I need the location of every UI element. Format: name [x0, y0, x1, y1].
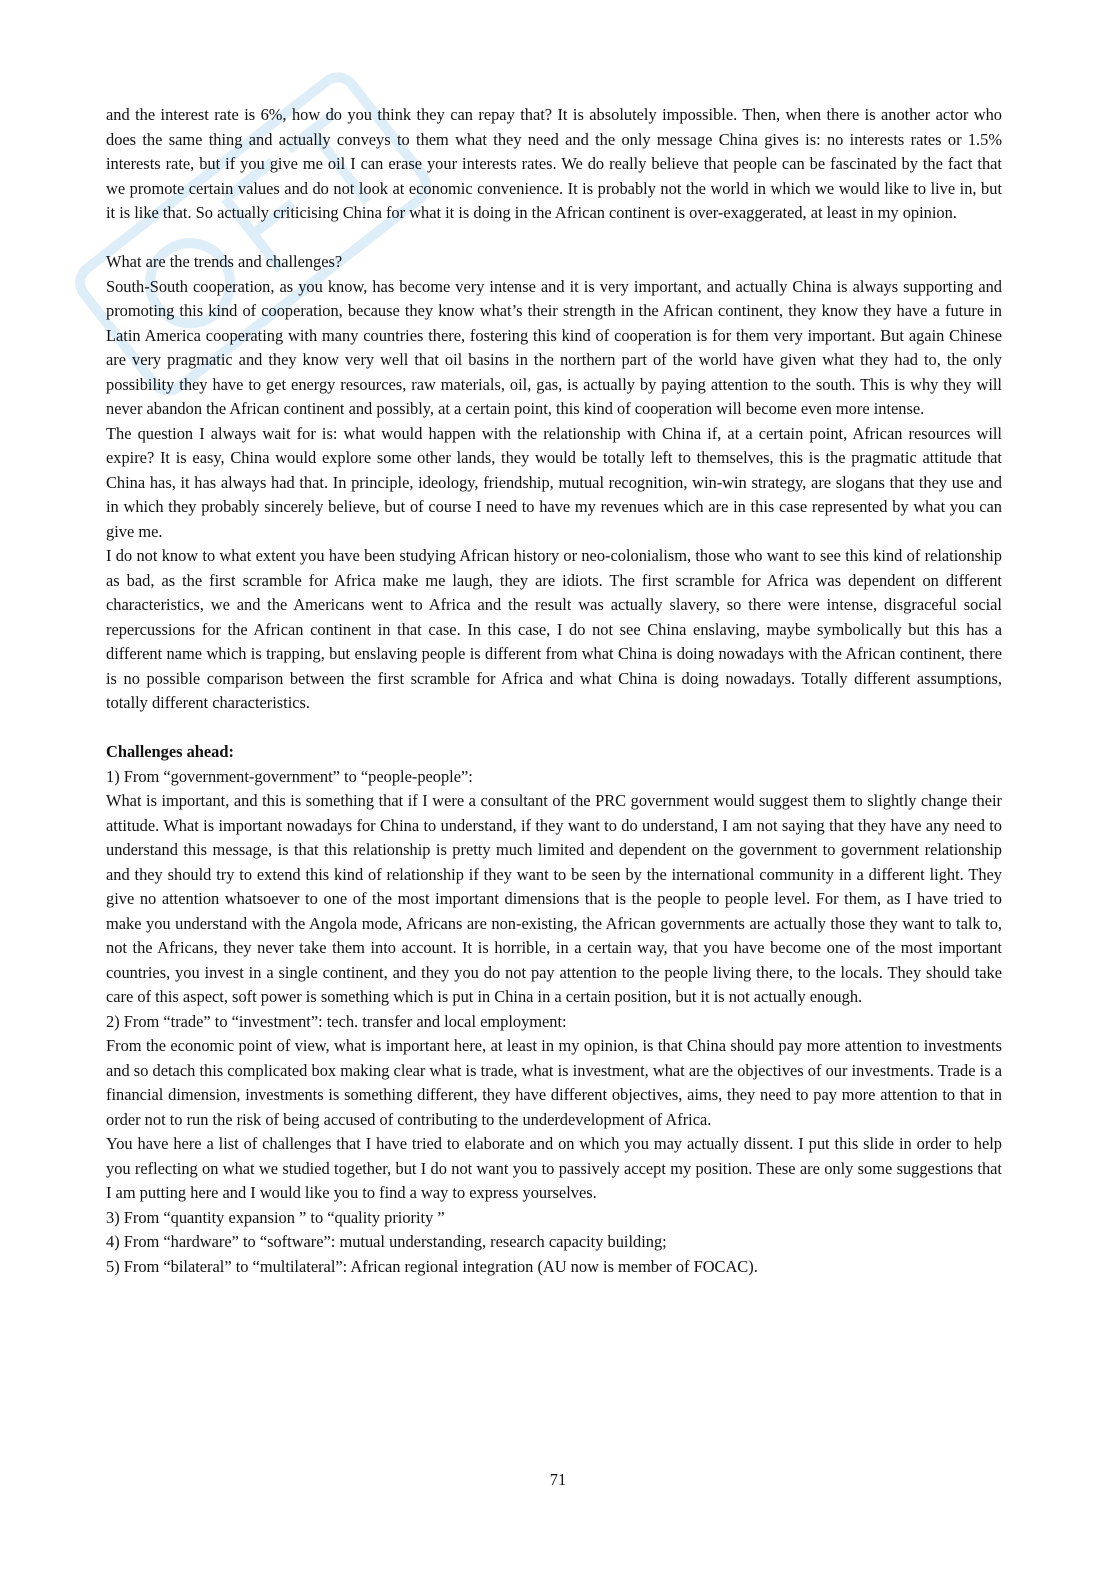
challenge-4: 4) From “hardware” to “software”: mutual understanding, research capacity building;: [106, 1232, 667, 1251]
challenge-3: 3) From “quantity expansion ” to “quality priority ”: [106, 1207, 445, 1227]
paragraph-gap: [106, 226, 1002, 251]
heading-challenges-ahead: Challenges ahead:: [106, 742, 234, 761]
paragraph-south-south-cooperation: South-South cooperation, as you know, has become very intense and it is very important, and actually China is always supporting and promoting this kind of cooperation, because they know what’s their strength in the African continent, they know they have a future in Latin America cooperating with many countries there, fostering this kind of cooperation is for them very important. But again Chinese are very pragmatic and they know very well that oil basins in the northern part of the world have given what they had to, the only possibility they have to get energy resources, raw materials, oil, gas, is actually by paying attention to the south. This is why they will never abandon the African continent and possibly, at a certain point, this kind of cooperation will become even more intense.: [106, 276, 1002, 418]
challenge-5: 5) From “bilateral” to “multilateral”: African regional integration (AU now is member of FOCAC).: [106, 1256, 758, 1276]
paragraph-scramble-for-africa: I do not know to what extent you have been studying African history or neo-colonialism, those who want to see this kind of relationship as bad, as the first scramble for Africa make me laugh, they are idiots. The first scramble for Africa was dependent on different characteristics, we and the Americans went to Africa and the result was actually slavery, so there were intense, disgraceful social repercussions for the African continent in that case. In this case, I do not see China enslaving, maybe symbolically but this has a different name which is trapping, but enslaving people is different from what China is doing nowadays with the African continent, there is no possible comparison between the first scramble for Africa and what China is doing nowadays. Totally different assumptions, totally different characteristics.: [106, 546, 1002, 712]
challenge-1-title: 1) From “government-government” to “people-people”:: [106, 766, 473, 786]
page-number: 71: [549, 1470, 567, 1489]
question-trends-challenges: What are the trends and challenges?: [106, 252, 343, 271]
paragraph-gap: [106, 716, 1002, 741]
challenge-2-body: From the economic point of view, what is important here, at least in my opinion, is that China should pay more attention to investments and so detach this complicated box making clear what is trade, what is investment, what are the objectives of our investments. Trade is a financial dimension, investments is something different, they have different objectives, aims, they need to pay more attention to that in order not to run the risk of being accused of contributing to the underdevelopment of Africa.: [106, 1036, 1002, 1129]
challenge-1-body: What is important, and this is something that if I were a consultant of the PRC government would suggest them to slightly change their attitude. What is important nowadays for China to understand, if they want to do understand, I am not saying that they have any need to understand this message, is that this relationship is pretty much limited and dependent on the government to government relationship and they should try to extend this kind of relationship if they want to be seen by the international community in a different light. They give no attention whatsoever to one of the most important dimensions that is the people to people level. For them, as I have tried to make you understand with the Angola mode, Africans are non-existing, the African governments are actually those they want to talk to, not the Africans, they never take them into account. It is horrible, in a certain way, that you have become one of the most important countries, you invest in a single continent, and they you do not pay attention to the people living there, to the locals. They should take care of this aspect, soft power is something which is put in China in a certain position, but it is not actually enough.: [106, 791, 1002, 1006]
challenge-2-note: You have here a list of challenges that I have tried to elaborate and on which you may actually dissent. I put this slide in order to help you reflecting on what we studied together, but I do not want you to passively accept my position. These are only some suggestions that I am putting here and I would like you to find a way to express yourselves.: [106, 1134, 1002, 1202]
paragraph-resources-expire: The question I always wait for is: what would happen with the relationship with China if, at a certain point, African resources will expire? It is easy, China would explore some other lands, they would be totally left to themselves, this is the pragmatic attitude that China has, it has always had that. In principle, ideology, friendship, mutual recognition, win-win strategy, are slogans that they use and in which they probably sincerely believe, but of course I need to have my revenues which are in this case represented by what you can give me.: [106, 423, 1002, 541]
challenge-2-title: 2) From “trade” to “investment”: tech. transfer and local employment:: [106, 1011, 567, 1031]
paragraph-interest-rates: and the interest rate is 6%, how do you think they can repay that? It is absolutely impossible. Then, when there is another actor who does the same thing and actually conveys to them what they need and the only message China gives is: no interests rates or 1.5% interests rate, but if you give me oil I can erase your interests rates. We do really believe that people can be fascinated by the fact that we promote certain values and do not look at economic convenience. It is probably not the world in which we would like to live in, but it is like that. So actually criticising China for what it is doing in the African continent is over-exaggerated, at least in my opinion.: [106, 105, 1002, 222]
document-body: [106, 103, 1002, 1279]
